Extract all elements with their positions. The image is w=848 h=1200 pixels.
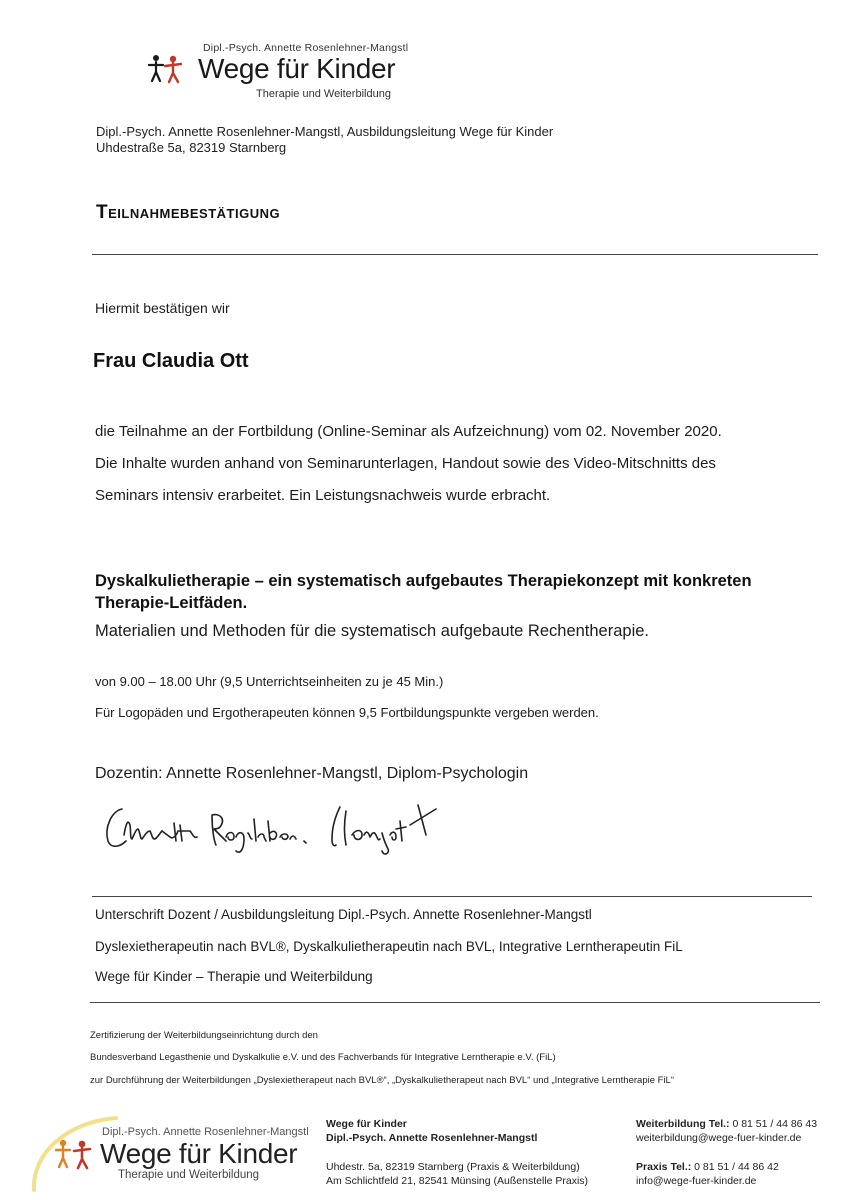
footer-practice-phone — [636, 1161, 779, 1173]
children-figures-icon — [148, 54, 184, 84]
logo-brand: Wege für Kinder — [198, 53, 396, 84]
body-line-2: Die Inhalte wurden anhand von Seminarunterlagen, Handout sowie des Video-Mitschnitts des — [95, 455, 716, 472]
signature-divider — [92, 896, 812, 897]
footer-practice-email[interactable]: info@wege-fuer-kinder.de — [636, 1175, 757, 1187]
course-subtitle: Materialien und Methoden für die systematisch aufgebaute Rechentherapie. — [95, 622, 650, 640]
footer-training-email[interactable]: weiterbildung@wege-fuer-kinder.de — [636, 1132, 802, 1144]
certification-line-3: zur Durchführung der Weiterbildungen „Dyslexietherapeut nach BVL®“, „Dyskalkulietherapeut nach BVL“ und „Integrative Lerntherapie FiL“ — [90, 1075, 674, 1086]
footer-training-phone-label: Weiterbildung Tel.: — [636, 1118, 730, 1130]
certification-line-1: Zertifizierung der Weiterbildungseinrichtung durch den — [90, 1030, 318, 1041]
document-title — [96, 202, 280, 224]
organization-line: Wege für Kinder – Therapie und Weiterbildung — [95, 969, 373, 984]
body-line-3: Seminars intensiv erarbeitet. Ein Leistungsnachweis wurde erbracht. — [95, 487, 551, 504]
handwritten-signature — [100, 795, 460, 865]
lecturer-line: Dozentin: Annette Rosenlehner-Mangstl, Diplom-Psychologin — [95, 765, 529, 782]
logo-subtitle-bottom: Therapie und Weiterbildung — [256, 88, 391, 100]
certification-divider — [90, 1002, 820, 1003]
participant-name: Frau Claudia Ott — [93, 350, 249, 372]
footer-person — [326, 1132, 537, 1144]
logo-subtitle-top: Dipl.-Psych. Annette Rosenlehner-Mangstl — [203, 42, 409, 54]
footer-logo-brand: Wege für Kinder — [100, 1138, 298, 1169]
course-title-line-2: Therapie-Leitfäden. — [95, 594, 248, 612]
footer-training-phone — [636, 1118, 817, 1130]
footer-logo-subtitle-bottom: Therapie und Weiterbildung — [118, 1169, 260, 1181]
footer-practice-phone-label: Praxis Tel.: — [636, 1161, 692, 1173]
body-line-1: die Teilnahme an der Fortbildung (Online-Seminar als Aufzeichnung) vom 02. November 2020. — [95, 423, 722, 440]
intro-text: Hiermit bestätigen wir — [95, 300, 230, 316]
signature-caption: Unterschrift Dozent / Ausbildungsleitung Dipl.-Psych. Annette Rosenlehner-Mangstl — [95, 907, 592, 922]
footer-address-1: Uhdestr. 5a, 82319 Starnberg (Praxis & Weiterbildung) — [326, 1161, 580, 1173]
footer-logo — [46, 1118, 326, 1188]
header-logo — [148, 42, 438, 102]
footer-org-name — [326, 1118, 407, 1130]
footer-training-phone-number: 0 81 51 / 44 86 43 — [729, 1118, 818, 1130]
course-title-line-1: Dyskalkulietherapie – ein systematisch aufgebautes Therapiekonzept mit konkreten — [95, 572, 752, 590]
footer-org-name-text: Wege für Kinder — [326, 1118, 407, 1130]
points-line: Für Logopäden und Ergotherapeuten können 9,5 Fortbildungspunkte vergeben werden. — [95, 705, 599, 720]
children-figures-icon — [54, 1138, 94, 1170]
certification-line-2: Bundesverband Legasthenie und Dyskalkulie e.V. und des Fachverbands für Integrative Lerntherapie e.V. (FiL) — [90, 1052, 556, 1063]
footer-person-text: Dipl.-Psych. Annette Rosenlehner-Mangstl — [326, 1132, 538, 1144]
sender-line-2: Uhdestraße 5a, 82319 Starnberg — [96, 140, 287, 155]
footer-practice-phone-number: 0 81 51 / 44 86 42 — [691, 1161, 779, 1173]
title-divider — [92, 254, 818, 255]
time-line: von 9.00 – 18.00 Uhr (9,5 Unterrichtseinheiten zu je 45 Min.) — [95, 674, 444, 689]
footer-logo-subtitle-top: Dipl.-Psych. Annette Rosenlehner-Mangstl — [102, 1126, 309, 1138]
qualification-line: Dyslexietherapeutin nach BVL®, Dyskalkulietherapeutin nach BVL, Integrative Lerntherapeutin FiL — [95, 939, 683, 954]
document-title-text: Teilnahmebestätigung — [96, 202, 281, 223]
footer-address-2: Am Schlichtfeld 21, 82541 Münsing (Außenstelle Praxis) — [326, 1175, 589, 1187]
sender-line-1: Dipl.-Psych. Annette Rosenlehner-Mangstl, Ausbildungsleitung Wege für Kinder — [96, 124, 554, 139]
